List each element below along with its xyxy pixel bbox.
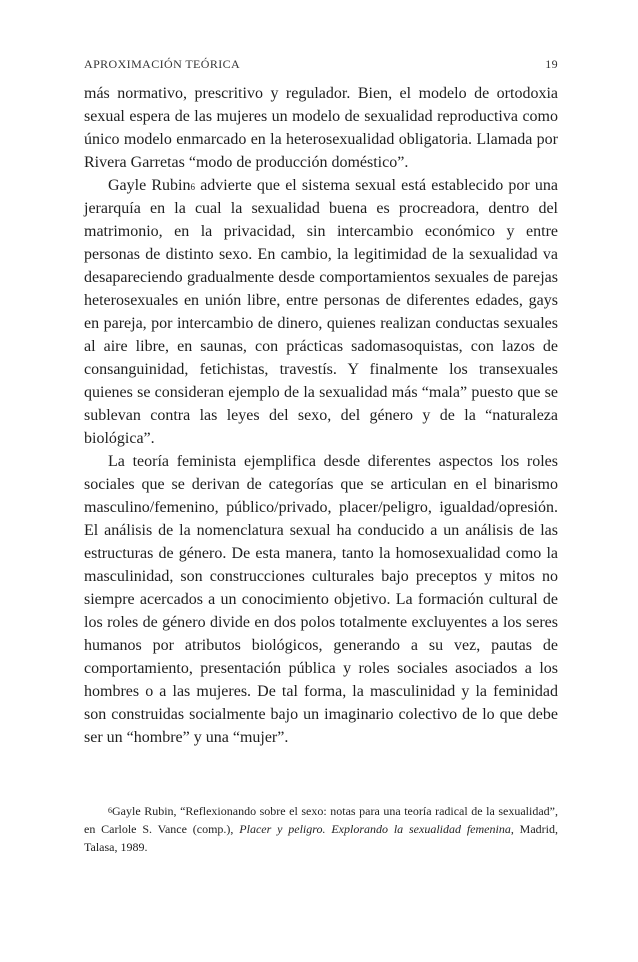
paragraph-2-rest: advierte que el sistema sexual está establecido por una jerarquía en la cual la sexualidad buena es procreadora, dentro del matrimonio, en la privacidad, sin intercambio económico y entre personas de distinto sexo. En cambio, la legitimidad de la sexualidad va desapareciendo gradualmente desde comportamientos sexuales de parejas heterosexuales en unión libre, entre personas de diferentes edades, gays en pareja, por intercambio de dinero, quienes realizan conductas sexuales al aire libre, en saunas, con prácticas sadomasoquistas, con lazos de consanguinidad, fetichistas, travestís. Y finalmente los transexuales quienes se consideran ejemplo de la sexualidad más “mala” puesto que se sublevan contra las leyes del sexo, del género y de la “naturaleza biológica”.	[84, 177, 559, 447]
footnote-book-title: Placer y peligro. Explorando la sexualidad femenina	[239, 822, 511, 836]
paragraph-1: más normativo, prescritivo y regulador. Bien, el modelo de ortodoxia sexual espera de las mujeres un modelo de sexualidad reproductiva como único modelo enmarcado en la heterosexualidad obligatoria. Llamada por Rivera Garretas “modo de producción doméstico”.	[84, 85, 558, 171]
paragraph-2-start: Gayle Rubin	[108, 177, 191, 194]
footnote	[84, 802, 558, 856]
paragraph-2	[84, 174, 558, 450]
footnote-text-end: , Madrid, Talasa, 1989.	[84, 822, 558, 854]
running-title: APROXIMACIÓN TEÓRICA	[84, 57, 241, 71]
footnote-reference[interactable]: 6	[190, 182, 196, 192]
footnote-number: 6	[108, 806, 112, 815]
paragraph-3: La teoría feminista ejemplifica desde diferentes aspectos los roles sociales que se derivan de categorías que se articulan en el binarismo masculino/femenino, público/privado, placer/peligro, igualdad/opresión. El análisis de la nomenclatura sexual ha conducido a un análisis de las estructuras de género. De esta manera, tanto la homosexualidad como la masculinidad, son construcciones culturales bajo preceptos y mitos no siempre acercados a un conocimiento objetivo. La formación cultural de los roles de género divide en dos polos totalmente excluyentes a los seres humanos por atributos biológicos, generando a su vez, pautas de comportamiento, presentación pública y roles sociales asociados a los hombres o a las mujeres. De tal forma, la masculinidad y la feminidad son construidas socialmente bajo un imaginario colectivo de lo que debe ser un “hombre” y una “mujer”.	[84, 453, 558, 746]
footnote-text-start: Gayle Rubin, “Reflexionando sobre el sexo: notas para una teoría radical de la sexualidad”, en Carlole S. Vance (comp.),	[84, 804, 558, 836]
running-head	[84, 57, 558, 72]
page-number: 19	[545, 57, 558, 71]
body-text	[84, 82, 558, 749]
